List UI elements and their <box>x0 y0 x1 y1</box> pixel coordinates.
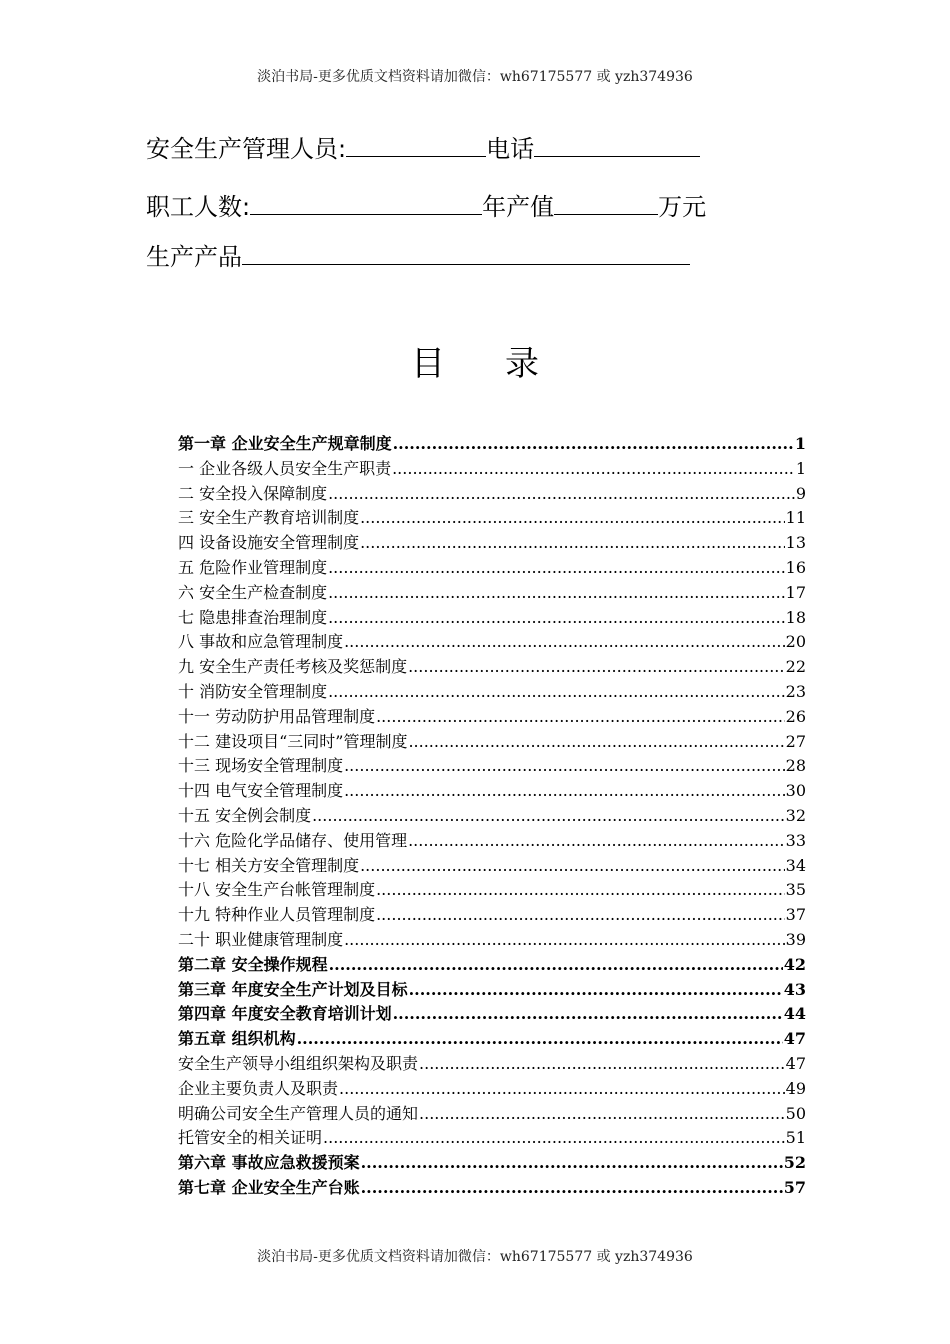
toc-entry-label: 二 安全投入保障制度 <box>178 483 328 503</box>
toc-section-entry[interactable] <box>178 556 806 581</box>
toc-entry-page-number: 13 <box>785 533 806 553</box>
toc-section-entry[interactable] <box>178 1102 806 1127</box>
toc-entry-label: 十五 安全例会制度 <box>178 805 312 825</box>
toc-entry-page-number: 20 <box>785 632 806 652</box>
toc-entry-page-number: 39 <box>785 929 806 949</box>
toc-entry-page-number: 18 <box>785 607 806 627</box>
toc-entry-page-number: 9 <box>795 483 806 503</box>
toc-entry-label: 第四章 年度安全教育培训计划 <box>178 1004 392 1024</box>
toc-dot-leader <box>408 655 785 680</box>
toc-entry-label: 第三章 年度安全生产计划及目标 <box>178 979 408 999</box>
toc-entry-label: 第一章 企业安全生产规章制度 <box>178 434 392 453</box>
toc-dot-leader <box>328 606 785 631</box>
toc-entry-label: 企业主要负责人及职责 <box>178 1078 339 1098</box>
toc-entry-label: 六 安全生产检查制度 <box>178 582 328 602</box>
toc-dot-leader <box>328 556 785 581</box>
unit-label: 万元 <box>658 193 707 221</box>
toc-entry-label: 二十 职业健康管理制度 <box>178 929 344 949</box>
toc-dot-leader <box>376 705 785 730</box>
form-row-product <box>146 242 690 272</box>
toc-entry-label: 十二 建设项目“三同时”管理制度 <box>178 731 408 751</box>
toc-entry-label: 一 企业各级人员安全生产职责 <box>178 458 392 478</box>
toc-entry-label: 四 设备设施安全管理制度 <box>178 533 360 553</box>
toc-entry-page-number: 52 <box>783 1153 806 1173</box>
toc-entry-page-number: 35 <box>785 880 806 900</box>
toc-entry-page-number: 26 <box>785 706 806 726</box>
toc-dot-leader <box>360 854 785 879</box>
header-watermark-note: 淡泊书局-更多优质文档资料请加微信：wh67175577 或 yzh374936 <box>257 69 693 85</box>
toc-dot-leader <box>419 1102 785 1127</box>
toc-entry-page-number: 50 <box>785 1103 806 1123</box>
toc-entry-page-number: 22 <box>785 657 806 677</box>
toc-dot-leader <box>409 978 783 1003</box>
toc-entry-page-number: 33 <box>785 830 806 850</box>
toc-entry-page-number: 28 <box>785 756 806 776</box>
toc-section-entry[interactable] <box>178 854 806 879</box>
toc-section-entry[interactable] <box>178 581 806 606</box>
toc-entry-page-number: 23 <box>785 681 806 701</box>
toc-section-entry[interactable] <box>178 457 806 482</box>
toc-entry-page-number: 49 <box>785 1078 806 1098</box>
toc-section-entry[interactable] <box>178 531 806 556</box>
footer-watermark-note: 淡泊书局-更多优质文档资料请加微信：wh67175577 或 yzh374936 <box>257 1249 693 1265</box>
toc-entry-label: 十六 危险化学品储存、使用管理 <box>178 830 408 850</box>
table-of-contents <box>178 432 806 1201</box>
toc-dot-leader <box>361 1176 783 1201</box>
phone-label: 电话 <box>486 135 535 163</box>
toc-entry-page-number: 30 <box>785 781 806 801</box>
toc-dot-leader <box>393 432 794 457</box>
toc-section-entry[interactable] <box>178 779 806 804</box>
toc-chapter-entry[interactable] <box>178 432 806 457</box>
toc-entry-label: 五 危险作业管理制度 <box>178 557 328 577</box>
toc-entry-page-number: 11 <box>785 508 806 528</box>
output-label: 年产值 <box>482 193 555 221</box>
toc-entry-label: 十一 劳动防护用品管理制度 <box>178 706 376 726</box>
toc-dot-leader <box>339 1077 785 1102</box>
toc-entry-label: 七 隐患排查治理制度 <box>178 607 328 627</box>
toc-dot-leader <box>344 779 785 804</box>
toc-dot-leader <box>344 754 785 779</box>
toc-entry-label: 十八 安全生产台帐管理制度 <box>178 880 376 900</box>
staff-label: 职工人数: <box>146 193 251 221</box>
toc-section-entry[interactable] <box>178 730 806 755</box>
toc-entry-label: 十三 现场安全管理制度 <box>178 756 344 776</box>
toc-section-entry[interactable] <box>178 1126 806 1151</box>
toc-dot-leader <box>393 1002 783 1027</box>
toc-chapter-entry[interactable] <box>178 1176 806 1201</box>
toc-dot-leader <box>344 630 785 655</box>
toc-section-entry[interactable] <box>178 606 806 631</box>
toc-dot-leader <box>392 457 795 482</box>
toc-entry-label: 三 安全生产教育培训制度 <box>178 508 360 528</box>
toc-dot-leader <box>408 730 784 755</box>
toc-section-entry[interactable] <box>178 754 806 779</box>
form-row-staff <box>146 192 706 222</box>
toc-entry-page-number: 42 <box>783 954 806 974</box>
toc-section-entry[interactable] <box>178 506 806 531</box>
manager-blank <box>346 134 486 157</box>
product-blank <box>242 242 690 265</box>
toc-chapter-entry[interactable] <box>178 953 806 978</box>
manager-label: 安全生产管理人员: <box>146 135 347 163</box>
toc-dot-leader <box>328 581 785 606</box>
toc-entry-page-number: 16 <box>785 557 806 577</box>
toc-entry-label: 十七 相关方安全管理制度 <box>178 855 360 875</box>
toc-entry-label: 十 消防安全管理制度 <box>178 681 328 701</box>
toc-section-entry[interactable] <box>178 680 806 705</box>
toc-dot-leader <box>376 878 785 903</box>
toc-entry-label: 第六章 事故应急救援预案 <box>178 1153 360 1173</box>
toc-entry-label: 明确公司安全生产管理人员的通知 <box>178 1103 419 1123</box>
toc-entry-page-number: 32 <box>785 805 806 825</box>
toc-section-entry[interactable] <box>178 829 806 854</box>
product-label: 生产产品 <box>146 243 242 271</box>
toc-section-entry[interactable] <box>178 804 806 829</box>
toc-entry-label: 十九 特种作业人员管理制度 <box>178 905 376 925</box>
toc-dot-leader <box>361 1151 783 1176</box>
toc-section-entry[interactable] <box>178 1052 806 1077</box>
toc-entry-label: 安全生产领导小组组织架构及职责 <box>178 1053 419 1073</box>
toc-entry-page-number: 57 <box>783 1177 806 1197</box>
toc-entry-label: 十四 电气安全管理制度 <box>178 781 344 801</box>
toc-section-entry[interactable] <box>178 655 806 680</box>
toc-dot-leader <box>297 1027 783 1052</box>
toc-dot-leader <box>329 953 783 978</box>
toc-chapter-entry[interactable] <box>178 1002 806 1027</box>
toc-dot-leader <box>408 829 785 854</box>
toc-entry-page-number: 1 <box>795 458 806 478</box>
toc-section-entry[interactable] <box>178 928 806 953</box>
toc-entry-page-number: 43 <box>783 979 806 999</box>
toc-chapter-entry[interactable] <box>178 1151 806 1176</box>
toc-entry-label: 第二章 安全操作规程 <box>178 954 328 974</box>
form-row-manager <box>146 134 700 164</box>
toc-dot-leader <box>360 531 785 556</box>
toc-dot-leader <box>376 903 785 928</box>
toc-entry-page-number: 34 <box>785 855 806 875</box>
toc-title: 目录 <box>411 344 599 384</box>
toc-section-entry[interactable] <box>178 878 806 903</box>
toc-section-entry[interactable] <box>178 1077 806 1102</box>
toc-dot-leader <box>344 928 785 953</box>
toc-entry-label: 托管安全的相关证明 <box>178 1128 323 1148</box>
toc-entry-page-number: 17 <box>785 582 806 602</box>
toc-dot-leader <box>360 506 785 531</box>
toc-entry-page-number: 27 <box>785 731 806 751</box>
toc-entry-page-number: 37 <box>785 905 806 925</box>
toc-dot-leader <box>323 1126 785 1151</box>
phone-blank <box>534 134 700 157</box>
toc-entry-page-number: 1 <box>794 434 806 453</box>
toc-section-entry[interactable] <box>178 630 806 655</box>
toc-entry-page-number: 51 <box>785 1128 806 1148</box>
toc-dot-leader <box>419 1052 785 1077</box>
toc-entry-label: 九 安全生产责任考核及奖惩制度 <box>178 657 408 677</box>
toc-dot-leader <box>312 804 785 829</box>
toc-section-entry[interactable] <box>178 903 806 928</box>
toc-chapter-entry[interactable] <box>178 1027 806 1052</box>
toc-entry-label: 八 事故和应急管理制度 <box>178 632 344 652</box>
staff-blank <box>250 192 482 215</box>
toc-entry-page-number: 44 <box>783 1004 806 1024</box>
toc-section-entry[interactable] <box>178 705 806 730</box>
toc-entry-page-number: 47 <box>783 1029 806 1049</box>
toc-section-entry[interactable] <box>178 482 806 507</box>
toc-entry-page-number: 47 <box>785 1053 806 1073</box>
toc-entry-label: 第七章 企业安全生产台账 <box>178 1177 360 1197</box>
toc-chapter-entry[interactable] <box>178 978 806 1003</box>
toc-dot-leader <box>328 482 795 507</box>
output-blank <box>554 192 658 215</box>
toc-dot-leader <box>328 680 785 705</box>
toc-entry-label: 第五章 组织机构 <box>178 1029 296 1049</box>
